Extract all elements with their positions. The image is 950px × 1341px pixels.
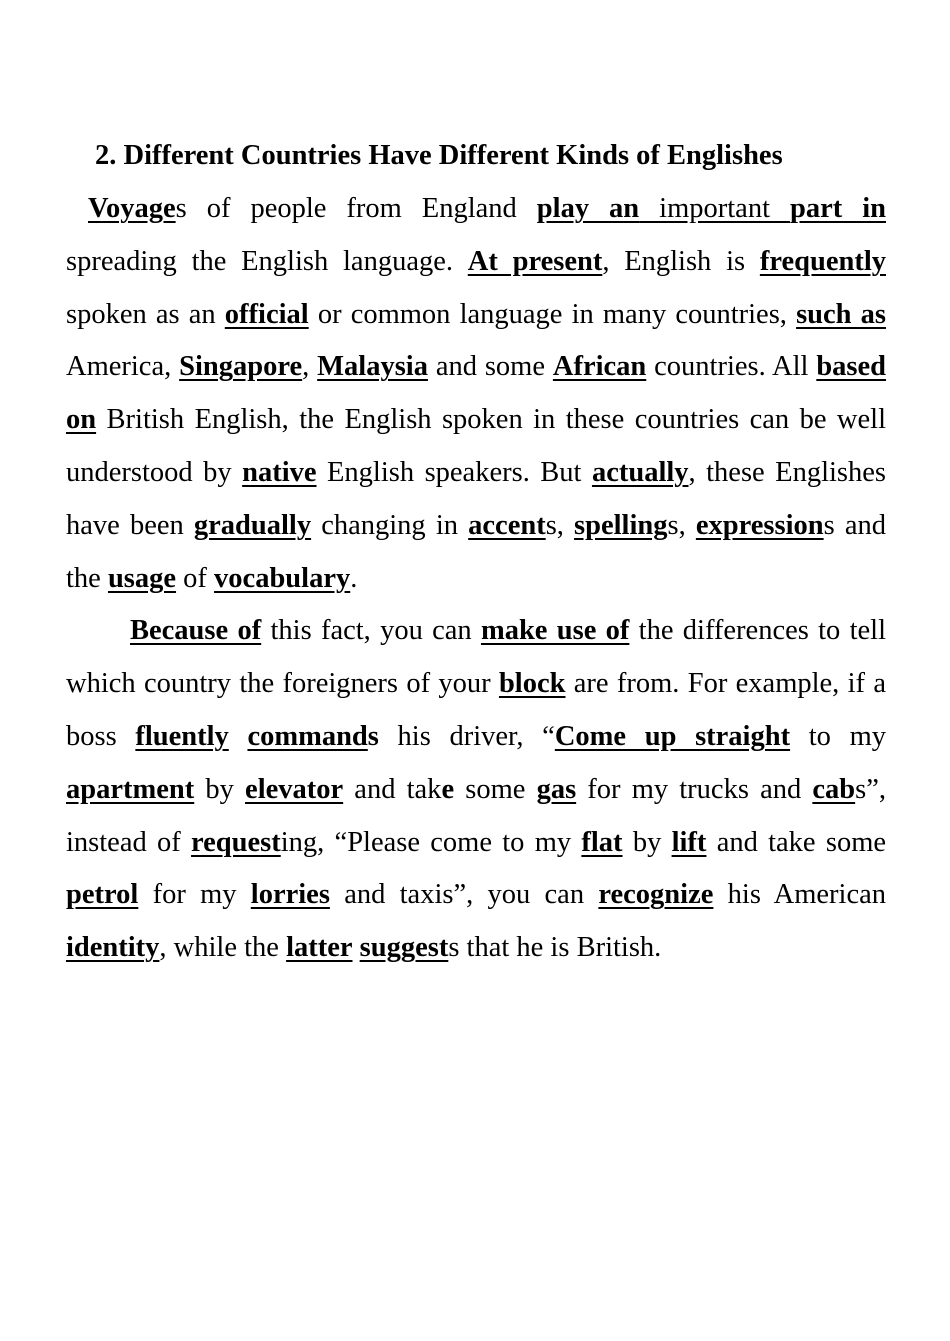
key-word: fluently: [135, 720, 229, 752]
key-word: block: [498, 668, 566, 700]
body-text: , these Englishes have been: [66, 456, 886, 541]
key-word: gradually: [193, 509, 312, 541]
document-page: [66, 132, 886, 975]
body-text: and tak: [343, 773, 442, 805]
key-word: African: [552, 351, 647, 383]
body-text: by: [622, 826, 672, 858]
bold-suffix: s: [367, 720, 379, 752]
key-word: apartment: [66, 773, 195, 805]
key-word: based: [816, 351, 887, 383]
body-text: .: [350, 562, 358, 594]
body-text: [353, 932, 360, 963]
body-text: by: [194, 773, 246, 805]
key-word: such as: [796, 298, 886, 330]
key-word: usage: [107, 562, 177, 594]
body-text: s,: [545, 509, 575, 541]
body-text: s of people from England: [175, 193, 537, 224]
key-word: vocabulary: [214, 562, 351, 594]
key-word: lift: [671, 826, 707, 858]
body-text: this fact, you can: [261, 615, 481, 647]
key-word: lorries: [250, 879, 330, 911]
key-word: native: [242, 456, 317, 488]
body-text: the differences to tell which country the foreigners of your: [66, 615, 886, 700]
key-word: cab: [812, 773, 856, 805]
body-text: spreading the English language.: [66, 245, 468, 277]
key-word: latter: [286, 932, 353, 964]
body-text: his American: [713, 879, 886, 911]
key-word: petrol: [66, 879, 139, 911]
body-text: British English, the English spoken in these countries can be well understood by: [66, 404, 886, 488]
body-text: of: [176, 562, 215, 594]
section-title: 2. Different Countries Have Different Kinds of Englishes: [95, 140, 783, 171]
key-word: actually: [591, 456, 689, 488]
body-text: and some: [427, 351, 553, 383]
body-text: spoken as an: [66, 298, 225, 330]
body-text: s,: [667, 509, 696, 541]
body-text: are from. For example, if a boss: [66, 668, 886, 752]
body-text: [229, 721, 248, 752]
body-text: some: [454, 773, 537, 805]
key-word: official: [224, 298, 309, 330]
underlined-text: important: [639, 193, 790, 224]
key-word: Singapore: [179, 351, 303, 383]
body-text: , English is: [602, 245, 760, 277]
key-word: At present: [467, 245, 603, 277]
body-text: changing in: [311, 509, 469, 541]
key-word: gas: [536, 773, 577, 805]
paragraph-2: [66, 605, 886, 975]
key-word: suggest: [359, 932, 449, 964]
body-text: for my trucks and: [576, 773, 813, 805]
key-word: spelling: [574, 509, 668, 541]
key-word: request: [191, 826, 281, 858]
key-word: Malaysia: [317, 351, 428, 383]
key-word: Voyage: [88, 193, 176, 224]
key-word: accent: [468, 509, 546, 541]
body-text: ing, “Please come to my: [280, 826, 582, 858]
key-word: Because of: [130, 615, 262, 647]
body-text: countries. All: [646, 351, 817, 383]
body-text: for my: [138, 879, 251, 911]
body-text: and taxis”, you can: [329, 879, 599, 911]
key-word: elevator: [245, 773, 344, 805]
body-text: and take some: [706, 826, 887, 858]
body-text: ,: [302, 351, 318, 383]
line-tail: [108, 563, 357, 594]
body-text: or common language in many countries,: [308, 298, 797, 330]
key-word: command: [247, 720, 368, 752]
key-word: flat: [581, 826, 623, 858]
body-text: his driver, “: [378, 720, 555, 752]
key-word: play an: [536, 193, 640, 224]
body-text: s that he is British.: [448, 932, 662, 964]
body-text: English speakers. But: [316, 456, 592, 488]
body-text: America,: [66, 351, 180, 383]
key-word: Come up straight: [554, 720, 791, 752]
key-word: on: [66, 404, 97, 436]
body-text: s and the: [66, 509, 886, 594]
body-text: to my: [790, 720, 886, 752]
key-word: part in: [789, 193, 886, 224]
key-word: recognize: [598, 879, 714, 911]
key-word: identity: [66, 932, 160, 964]
key-word: expression: [695, 509, 824, 541]
bold-letter: e: [441, 773, 455, 805]
body-text: , while the: [159, 932, 287, 964]
key-word: make use of: [480, 615, 630, 647]
body-text: s”, instead of: [66, 773, 886, 858]
key-word: frequently: [759, 245, 886, 277]
paragraph-1: [66, 183, 886, 605]
